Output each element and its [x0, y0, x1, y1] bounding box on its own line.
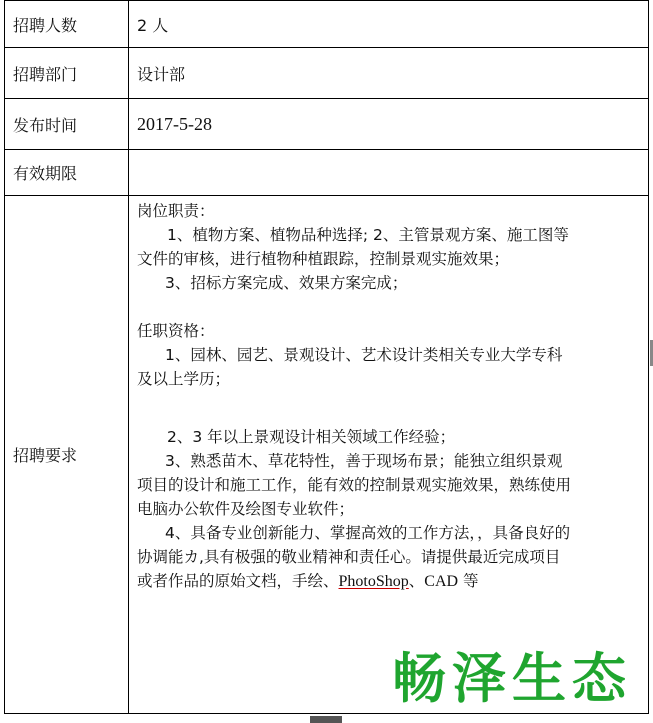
qualification-line: 协调能カ,具有极强的敬业精神和责任心。请提供最近完成项目 [137, 548, 561, 566]
headcount-value: 2 人 [129, 1, 649, 48]
cad-text: CAD [424, 573, 459, 590]
publish-date-value: 2017-5-28 [129, 99, 649, 150]
suffix-text: 等 [458, 572, 479, 590]
qualification-line: 4、具备专业创新能力、掌握高效的工作方法，，具备良好的 [165, 524, 571, 542]
qualification-line: 电脑办公软件及绘图专业软件； [137, 500, 355, 518]
qualification-line: 1、园林、园艺、景观设计、艺术设计类相关专业大学专科 [165, 346, 563, 364]
row-headcount [5, 1, 649, 48]
duties-title: 岗位职责： [137, 202, 215, 220]
validity-label: 有效期限 [5, 150, 129, 196]
watermark-logo: 畅泽生态 [392, 647, 632, 710]
qualification-line: 3、熟悉苗木、草花特性，善于现场布景；能独立组织景观 [165, 452, 563, 470]
qualification-line: 及以上学历； [137, 370, 231, 388]
department-label: 招聘部门 [5, 48, 129, 99]
photoshop-text: PhotoShop [338, 573, 409, 590]
row-validity [5, 150, 649, 196]
duty-line: 文件的审核，进行植物种植跟踪，控制景观实施效果； [137, 250, 510, 268]
qualifications-title: 任职资格： [137, 322, 215, 340]
qualification-text: 或者作品的原始文档，手绘、 [137, 572, 339, 590]
department-value: 设计部 [129, 48, 649, 99]
qualification-line-last [137, 569, 642, 594]
headcount-label: 招聘人数 [5, 1, 129, 48]
bottom-toolbar-icon [310, 716, 342, 723]
requirements-label: 招聘要求 [5, 196, 129, 714]
qualification-line: 2、3 年以上景观设计相关领域工作经验； [167, 428, 456, 446]
duty-line: 3、招标方案完成、效果方案完成； [165, 274, 408, 292]
spacer [137, 391, 642, 425]
duty-line: 1、植物方案、植物品种选择; 2、主管景观方案、施工图等 [167, 226, 569, 244]
qualification-line: 项目的设计和施工工作，能有效的控制景观实施效果，熟练使用 [137, 476, 572, 494]
publish-date-label: 发布时间 [5, 99, 129, 150]
job-posting-table [4, 0, 649, 714]
validity-value [129, 150, 649, 196]
row-publish-date [5, 99, 649, 150]
separator-text: 、 [408, 572, 425, 590]
row-department [5, 48, 649, 99]
spacer [137, 295, 642, 319]
